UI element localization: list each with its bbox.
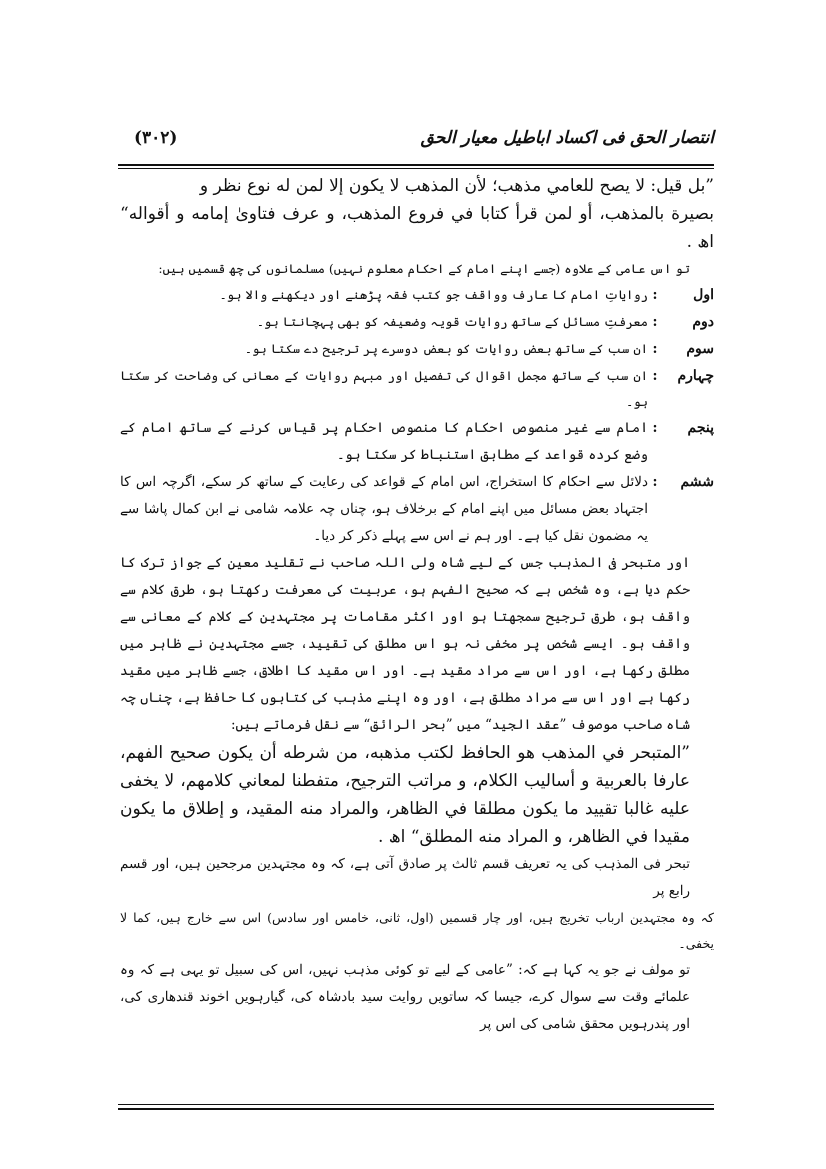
list-item — [120, 282, 714, 309]
list-item — [120, 336, 714, 363]
category-label: سوم — [686, 341, 714, 357]
footer-rule-thick — [118, 1108, 714, 1110]
paragraph-2-line-2: کہ وہ مجتہدین ارباب تخریج ہیں، اور چار قسمیں (اول، ثانی، خامس اور سادس) اس سے خارج ہیں، کما لا یخفی۔ — [120, 910, 714, 951]
category-text: دلائل سے احکام کا استخراج، اس امام کے قواعد کی رعایت کے ساتھ کر سکے، اگرچہ اس کا اجتہاد بعض مسائل میں اپنے امام کے برخلاف ہو، چناں چہ علامہ شامی نے ابن کمال پاشا سے یہ مضمون نقل کیا ہے۔ اور ہم نے اس سے پہلے ذکر کر دیا۔ — [120, 474, 648, 544]
category-label: چہارم — [677, 368, 714, 384]
page-body — [120, 172, 714, 1102]
category-text: معرفتِ مسائل کے ساتھ روایات قویہ وضعیفہ کو بھی پہچانتا ہو۔ — [256, 314, 648, 329]
label-separator: : — [652, 287, 658, 303]
arabic-quote-2: ”المتبحر في المذهب هو الحافظ لكتب مذهبه، من شرطه أن يكون صحيح الفهم، عارفا بالعربية و أساليب الكلام، و مراتب الترجيح، متفطنا لمعاني كلامهم، لا يخفى عليه غالبا تقييد ما يكون مطلقا في الظاهر، والمراد منه المقيد، و إطلاق ما يكون مقيدا في الظاهر، و المراد منه المطلق“ اھ . — [120, 743, 690, 847]
category-text: ان سب کے ساتھ مجمل اقوال کی تفصیل اور مبہم روایات کے معانی کی وضاحت کر سکتا ہو۔ — [120, 368, 648, 409]
category-label: ششم — [680, 474, 714, 490]
label-separator: : — [652, 341, 658, 357]
list-item — [120, 469, 714, 550]
arabic-quote-1-line-1: ”بل قيل: لا يصح للعامي مذهب؛ لأن المذهب لا يكون إلا لمن له نوع نظر و — [199, 176, 714, 196]
categories-list — [120, 282, 714, 550]
running-title: انتصار الحق فی اکساد اباطیل معیار الحق — [420, 128, 714, 148]
header-rule-thin — [118, 168, 714, 169]
category-label: دوم — [692, 314, 714, 330]
list-item — [120, 415, 714, 469]
page-number: (۳۰۲) — [134, 128, 178, 148]
paragraph-mutabahhir: اور متبحر فی المذہب جس کے لیے شاہ ولی اللہ صاحب نے تقلید معین کے جواز ترک کا حکم دیا ہے، وہ شخص ہے کہ صحیح الفہم ہو، عربیت کی معرفت رکھتا ہو، طرق کلام سے واقف ہو، طرق ترجیح سمجھتا ہو اور اکثر مقامات پر مجتہدین کے کلام کے معانی سے واقف ہو۔ ایسے شخص پر مخفی نہ ہو اس مطلق کی تقیید، جسے مجتہدین نے ظاہر میں مطلق رکھا ہے، اور اس سے مراد مقید ہے۔ اور اس مقید کا اطلاق، جسے ظاہر میں مقید رکھا ہے اور اس سے مراد مطلق ہے، اور وہ اپنے مذہب کی کتابوں کا حافظ ہے، چناں چہ شاہ صاحب موصوف ”عقد الجید“ میں ”بحر الرائق“ سے نقل فرماتے ہیں: — [120, 555, 690, 733]
category-label: اول — [693, 287, 714, 303]
label-separator: : — [652, 420, 658, 436]
label-separator: : — [652, 474, 658, 490]
footer-rule-thin — [118, 1104, 714, 1105]
arabic-quote-1-line-2: بصيرة بالمذهب، أو لمن قرأ كتابا في فروع المذهب، و عرف فتاوىٰ إمامه و أقواله“ اھ . — [120, 204, 714, 252]
list-item — [120, 309, 714, 336]
label-separator: : — [652, 368, 658, 384]
list-item — [120, 363, 714, 415]
header-rule-thick — [118, 164, 714, 166]
category-text: امام سے غیر منصوص احکام کا منصوص احکام پر قیاس کرنے کے ساتھ امام کے وضع کردہ قواعد کے مطابق استنباط کر سکتا ہو۔ — [120, 420, 648, 463]
intro-text: تو اس عامی کے علاوہ (جسے اپنے امام کے احکام معلوم نہیں) مسلمانوں کی چھ قسمیں ہیں: — [158, 261, 690, 276]
category-label: پنجم — [687, 420, 714, 436]
page-header — [120, 122, 714, 162]
category-text: روایاتِ امام کا عارف وواقف جو کتب فقہ پڑھنے اور دیکھنے والا ہو۔ — [219, 287, 648, 302]
label-separator: : — [652, 314, 658, 330]
paragraph-3: تو مولف نے جو یہ کہا ہے کہ: ”عامی کے لیے تو کوئی مذہب نہیں، اس کی سبیل تو یہی ہے کہ وہ علمائے وقت سے سوال کرے، جیسا کہ ساتویں روایت سید بادشاہ کی، گیارہویں اخوند قندھاری کی، اور پندرہویں محقق شامی کی اس پر — [120, 962, 690, 1032]
category-text: ان سب کے ساتھ بعض روایات کو بعض دوسرے پر ترجیح دے سکتا ہو۔ — [244, 341, 648, 356]
paragraph-2-line-1: تبحر فی المذہب کی یہ تعریف قسم ثالث پر صادق آتی ہے، کہ وہ مجتہدین مرجحین ہیں، اور قسم رابع پر — [120, 856, 690, 899]
